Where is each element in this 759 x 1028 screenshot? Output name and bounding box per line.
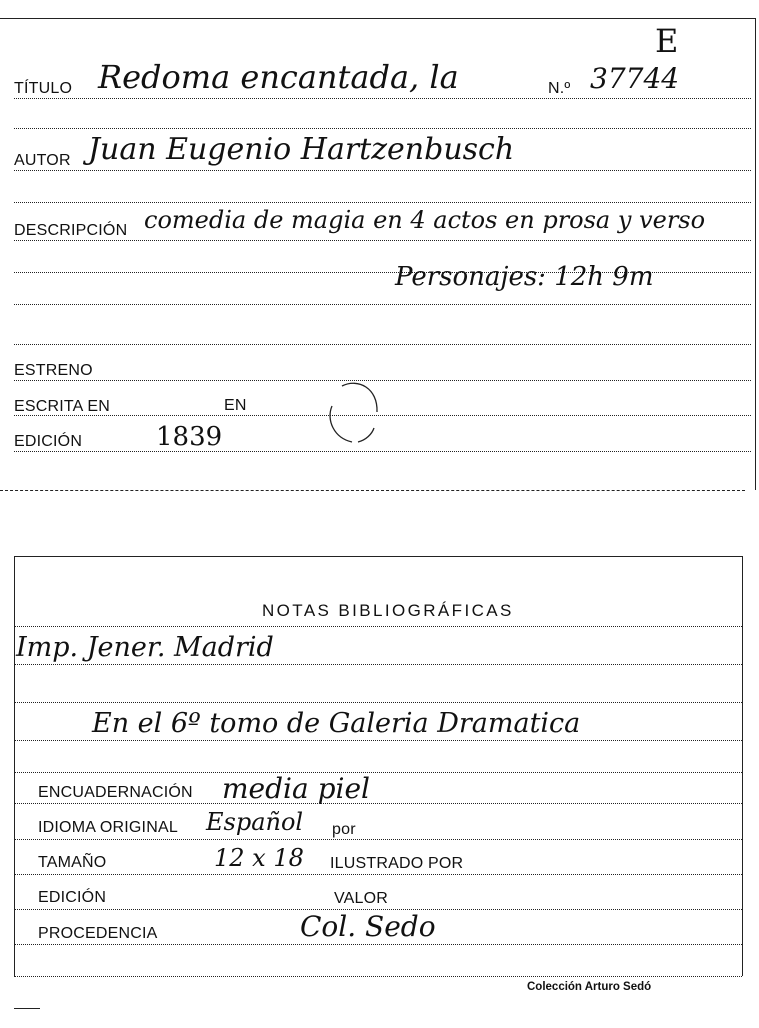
- descripcion-label: DESCRIPCIÓN: [14, 222, 128, 239]
- ruled-line: [14, 344, 751, 345]
- ruled-line: [14, 772, 742, 773]
- ruled-line: [14, 304, 751, 305]
- descripcion-line: [14, 240, 751, 241]
- edicion-bottom-label: EDICIÓN: [38, 889, 107, 906]
- tamano-label: TAMAÑO: [38, 854, 107, 871]
- idioma-value: Español: [206, 808, 304, 836]
- top-card-bottom-edge: [0, 490, 745, 491]
- titulo-label: TÍTULO: [14, 80, 73, 97]
- numero-value: 37744: [590, 62, 680, 95]
- ruled-line: [14, 976, 742, 977]
- procedencia-label: PROCEDENCIA: [38, 925, 158, 942]
- ruled-line: [14, 702, 742, 703]
- edicion-label: EDICIÓN: [14, 433, 83, 450]
- autor-line: [14, 170, 751, 171]
- encuadernacion-value: media piel: [222, 772, 370, 805]
- procedencia-value: Col. Sedo: [300, 910, 436, 943]
- ilustrado-por-label: ILUSTRADO POR: [330, 855, 464, 872]
- tamano-value: 12 x 18: [214, 844, 304, 872]
- descripcion-value: comedia de magia en 4 actos en prosa y verso: [144, 206, 706, 234]
- procedencia-line: [14, 944, 742, 945]
- valor-label: VALOR: [334, 890, 389, 907]
- bottom-card-top-edge: [14, 556, 742, 557]
- descripcion-value-2: Personajes: 12h 9m: [395, 262, 654, 292]
- tamano-line: [14, 874, 742, 875]
- encuadernacion-label: ENCUADERNACIÓN: [38, 784, 193, 801]
- note-line-1: Imp. Jener. Madrid: [16, 632, 274, 663]
- estreno-label: ESTRENO: [14, 362, 93, 379]
- en-label: EN: [224, 397, 247, 414]
- ruled-line: [14, 626, 742, 627]
- edicion-line: [14, 451, 751, 452]
- top-card-top-edge: [0, 18, 755, 19]
- idioma-line: [14, 839, 742, 840]
- punch-hole-icon: [322, 380, 384, 450]
- top-card-right-edge: [755, 18, 756, 490]
- ruled-line: [14, 740, 742, 741]
- collection-footer: Colección Arturo Sedó: [527, 981, 652, 993]
- note-line-2: En el 6º tomo de Galeria Dramatica: [92, 708, 581, 739]
- bottom-card-right-edge: [742, 556, 743, 976]
- notas-heading: NOTAS BIBLIOGRÁFICAS: [262, 601, 514, 620]
- por-label: por: [332, 821, 356, 838]
- stray-mark: [14, 1008, 40, 1009]
- escrita-en-label: ESCRITA EN: [14, 398, 110, 415]
- corner-mark: E: [655, 22, 679, 60]
- idioma-label: IDIOMA ORIGINAL: [38, 819, 178, 836]
- autor-value: Juan Eugenio Hartzenbusch: [88, 132, 515, 167]
- autor-label: AUTOR: [14, 152, 71, 169]
- encuadernacion-line: [14, 803, 742, 804]
- ruled-line: [14, 664, 742, 665]
- ruled-line: [14, 128, 751, 129]
- titulo-value: Redoma encantada, la: [98, 58, 459, 96]
- bottom-card-left-edge: [14, 556, 15, 976]
- titulo-line: [14, 98, 751, 99]
- ruled-line: [14, 202, 751, 203]
- edicion-value: 1839: [156, 422, 223, 452]
- numero-label: N.º: [548, 80, 571, 97]
